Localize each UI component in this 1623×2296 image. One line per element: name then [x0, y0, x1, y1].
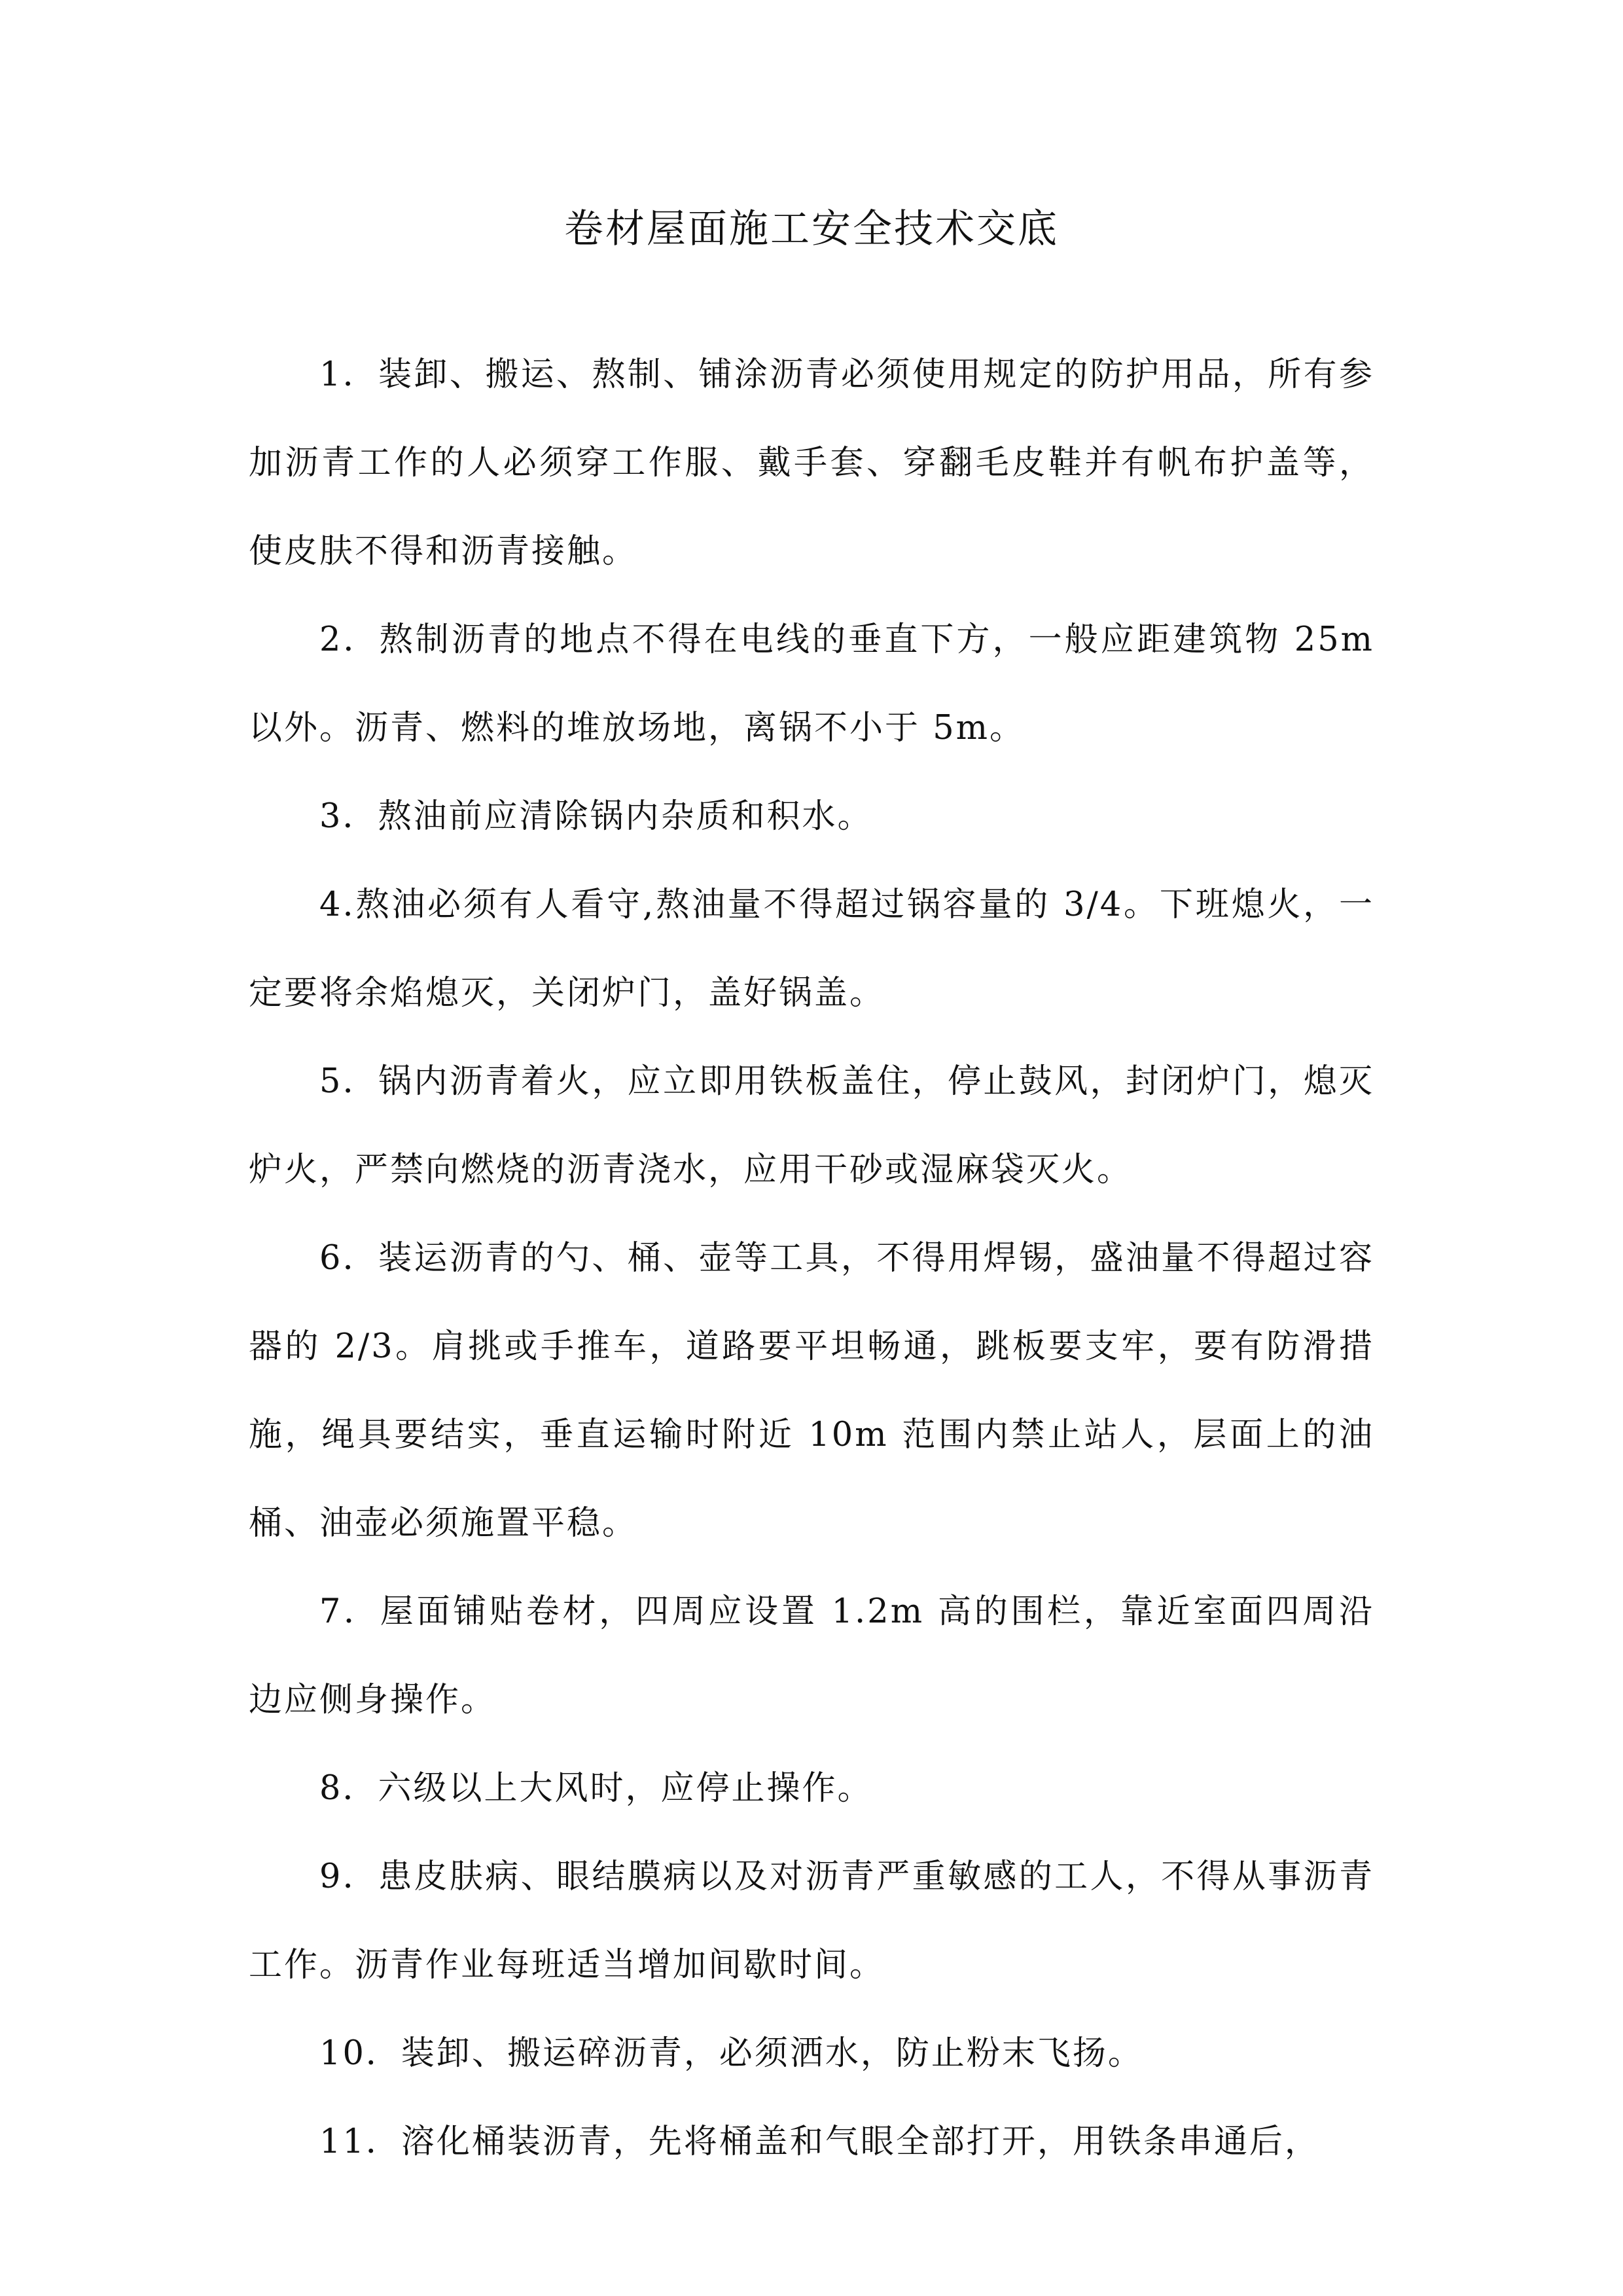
- paragraph-7: 7．屋面铺贴卷材，四周应设置 1.2m 高的围栏，靠近室面四周沿边应侧身操作。: [249, 1592, 1374, 1719]
- paragraph-6: 6．装运沥青的勺、桶、壶等工具，不得用焊锡，盛油量不得超过容器的 2/3。肩挑或手推车，道路要平坦畅通，跳板要支牢，要有防滑措施，绳具要结实，垂直运输时附近 10m 范围内禁止站人，层面上的油桶、油壶必须施置平稳。: [249, 1239, 1374, 1543]
- paragraph-1: 1．装卸、搬运、熬制、铺涂沥青必须使用规定的防护用品，所有参加沥青工作的人必须穿工作服、戴手套、穿翻毛皮鞋并有帆布护盖等，使皮肤不得和沥青接触。: [249, 355, 1374, 571]
- paragraph-9: 9．患皮肤病、眼结膜病以及对沥青严重敏感的工人，不得从事沥青工作。沥青作业每班适当增加间歇时间。: [249, 1857, 1374, 1984]
- document-body: [249, 331, 1374, 2186]
- paragraph-4: 4.熬油必须有人看守,熬油量不得超过锅容量的 3/4。下班熄火，一定要将余焰熄灭，关闭炉门，盖好锅盖。: [249, 886, 1374, 1013]
- document-title: 卷材屋面施工安全技术交底: [564, 206, 1059, 252]
- paragraph-2: 2．熬制沥青的地点不得在电线的垂直下方，一般应距建筑物 25m 以外。沥青、燃料的堆放场地，离锅不小于 5m。: [249, 620, 1374, 747]
- paragraph-10: 10．装卸、搬运碎沥青，必须洒水，防止粉末飞扬。: [319, 2034, 1143, 2073]
- paragraph-11: 11．溶化桶装沥青，先将桶盖和气眼全部打开，用铁条串通后，: [319, 2123, 1320, 2161]
- paragraph-3: 3．熬油前应清除锅内杂质和积水。: [319, 797, 873, 836]
- paragraph-5: 5．锅内沥青着火，应立即用铁板盖住，停止鼓风，封闭炉门，熄灭炉火，严禁向燃烧的沥青浇水，应用干砂或湿麻袋灭火。: [249, 1062, 1374, 1189]
- paragraph-8: 8．六级以上大风时，应停止操作。: [319, 1769, 873, 1808]
